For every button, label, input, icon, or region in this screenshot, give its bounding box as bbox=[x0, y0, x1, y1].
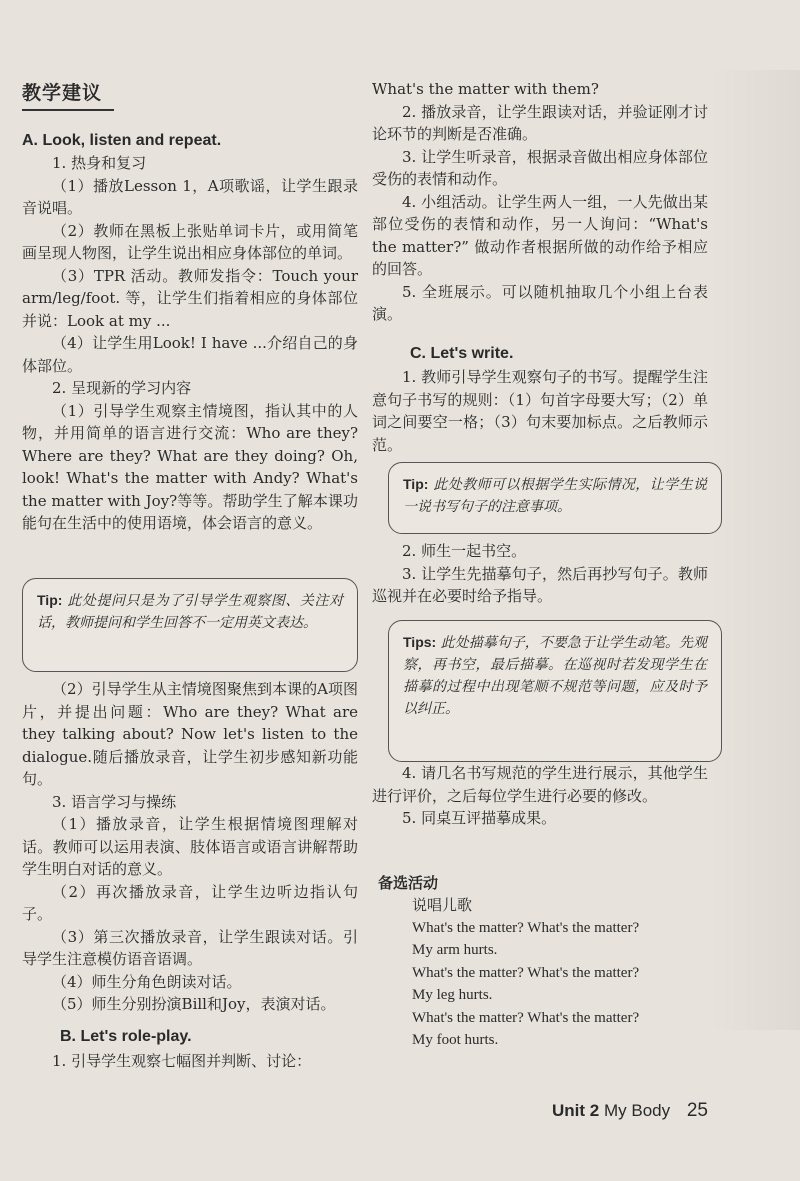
paragraph: 2. 呈现新的学习内容 bbox=[52, 379, 192, 397]
tip-text: 此处提问只是为了引导学生观察图、关注对话，教师提问和学生回答不一定用英文表达。 bbox=[37, 593, 343, 631]
page-edge-shadow bbox=[708, 70, 800, 1030]
paragraph: （1）播放Lesson 1，A项歌谣，让学生跟录音说唱。 bbox=[22, 176, 358, 217]
song-line: What's the matter? What's the matter? bbox=[412, 964, 640, 981]
footer-title: My Body bbox=[603, 1101, 671, 1120]
paragraph: （2）再次播放录音，让学生边听边指认句子。 bbox=[22, 882, 358, 923]
paragraph: （1）引导学生观察主情境图，指认其中的人物，并用简单的语言进行交流：Who are they? Where are they? What are they doing? Oh, look! What's the matter with Andy? What's the matter with Joy?等等。帮助学生了解本课功能句在生活中的使用语境，体会语言的意义。 bbox=[22, 401, 358, 532]
page-number: 25 bbox=[686, 1100, 708, 1121]
footer-unit: Unit 2 bbox=[552, 1101, 600, 1120]
tip-box bbox=[22, 578, 358, 672]
paragraph: 2. 师生一起书空。 bbox=[402, 542, 527, 560]
paragraph: （3）第三次播放录音，让学生跟读对话。引导学生注意模仿语音语调。 bbox=[22, 927, 358, 968]
paragraph: （4）师生分角色朗读对话。 bbox=[52, 972, 242, 991]
alt-activity-subtitle: 说唱儿歌 bbox=[412, 896, 473, 914]
song-line: My foot hurts. bbox=[412, 1032, 499, 1048]
tip-label: Tip: bbox=[37, 592, 63, 608]
paragraph: 1. 引导学生观察七幅图并判断、讨论： bbox=[52, 1052, 312, 1070]
section-a-title: A. Look, listen and repeat. bbox=[22, 132, 222, 149]
paragraph: （1）播放录音，让学生根据情境图理解对话。教师可以运用表演、肢体语言或语言讲解帮助学生明白对话的意义。 bbox=[22, 815, 358, 878]
tip-text: 此处描摹句子，不要急于让学生动笔。先观察，再书空，最后描摹。在巡视时若发现学生在描摹的过程中出现笔顺不规范等问题，应及时予以纠正。 bbox=[403, 635, 707, 717]
paragraph: 4. 小组活动。让学生两人一组，一人先做出某部位受伤的表情和动作，另一人询问：“What's the matter?” 做动作者根据所做的动作给予相应的回答。 bbox=[372, 192, 708, 278]
paragraph: （2）教师在黑板上张贴单词卡片，或用简笔画呈现人物图，让学生说出相应身体部位的单词。 bbox=[22, 221, 358, 262]
tip-label: Tips: bbox=[403, 634, 437, 650]
tip-label: Tip: bbox=[403, 476, 429, 492]
paragraph: 2. 播放录音，让学生跟读对话，并验证刚才讨论环节的判断是否准确。 bbox=[372, 102, 708, 143]
song-line: My leg hurts. bbox=[412, 987, 493, 1003]
paragraph: 1. 热身和复习 bbox=[52, 154, 147, 172]
paragraph: 4. 请几名书写规范的学生进行展示，其他学生进行评价，之后每位学生进行必要的修改。 bbox=[372, 764, 708, 805]
tip-box bbox=[388, 620, 722, 762]
song-line: My arm hurts. bbox=[412, 942, 498, 958]
paragraph: What's the matter with them? bbox=[372, 80, 599, 98]
paragraph: 3. 让学生先描摹句子，然后再抄写句子。教师巡视并在必要时给予指导。 bbox=[372, 564, 708, 605]
paragraph: （4）让学生用Look! I have ...介绍自己的身体部位。 bbox=[22, 334, 358, 375]
section-c-title: C. Let's write. bbox=[410, 345, 514, 362]
paragraph: 5. 同桌互评描摹成果。 bbox=[402, 809, 557, 827]
song-line: What's the matter? What's the matter? bbox=[412, 1009, 640, 1026]
paragraph: 1. 教师引导学生观察句子的书写。提醒学生注意句子书写的规则：（1）句首字母要大写；（2）单词之间要空一格；（3）句末要加标点。之后教师示范。 bbox=[372, 368, 708, 454]
paragraph: （5）师生分别扮演Bill和Joy，表演对话。 bbox=[52, 995, 336, 1013]
paragraph: （3）TPR 活动。教师发指令：Touch your arm/leg/foot. 等，让学生们指着相应的身体部位并说：Look at my ... bbox=[22, 266, 358, 330]
paragraph: （2）引导学生从主情境图聚焦到本课的A项图片，并提出问题：Who are they? What are they talking about? Now let's listen to the dialogue.随后播放录音，让学生初步感知新功能句。 bbox=[22, 680, 358, 788]
alt-activity-title: 备选活动 bbox=[378, 874, 439, 892]
page-footer bbox=[552, 1100, 708, 1122]
paragraph: 3. 让学生听录音，根据录音做出相应身体部位受伤的表情和动作。 bbox=[372, 147, 708, 188]
song-line: What's the matter? What's the matter? bbox=[412, 919, 640, 936]
tip-text: 此处教师可以根据学生实际情况，让学生说一说书写句子的注意事项。 bbox=[403, 477, 708, 515]
paragraph: 5. 全班展示。可以随机抽取几个小组上台表演。 bbox=[372, 282, 708, 323]
tip-box bbox=[388, 462, 722, 534]
page-heading: 教学建议 bbox=[22, 78, 114, 111]
paragraph: 3. 语言学习与操练 bbox=[52, 792, 177, 811]
section-b-title: B. Let's role-play. bbox=[60, 1028, 192, 1045]
